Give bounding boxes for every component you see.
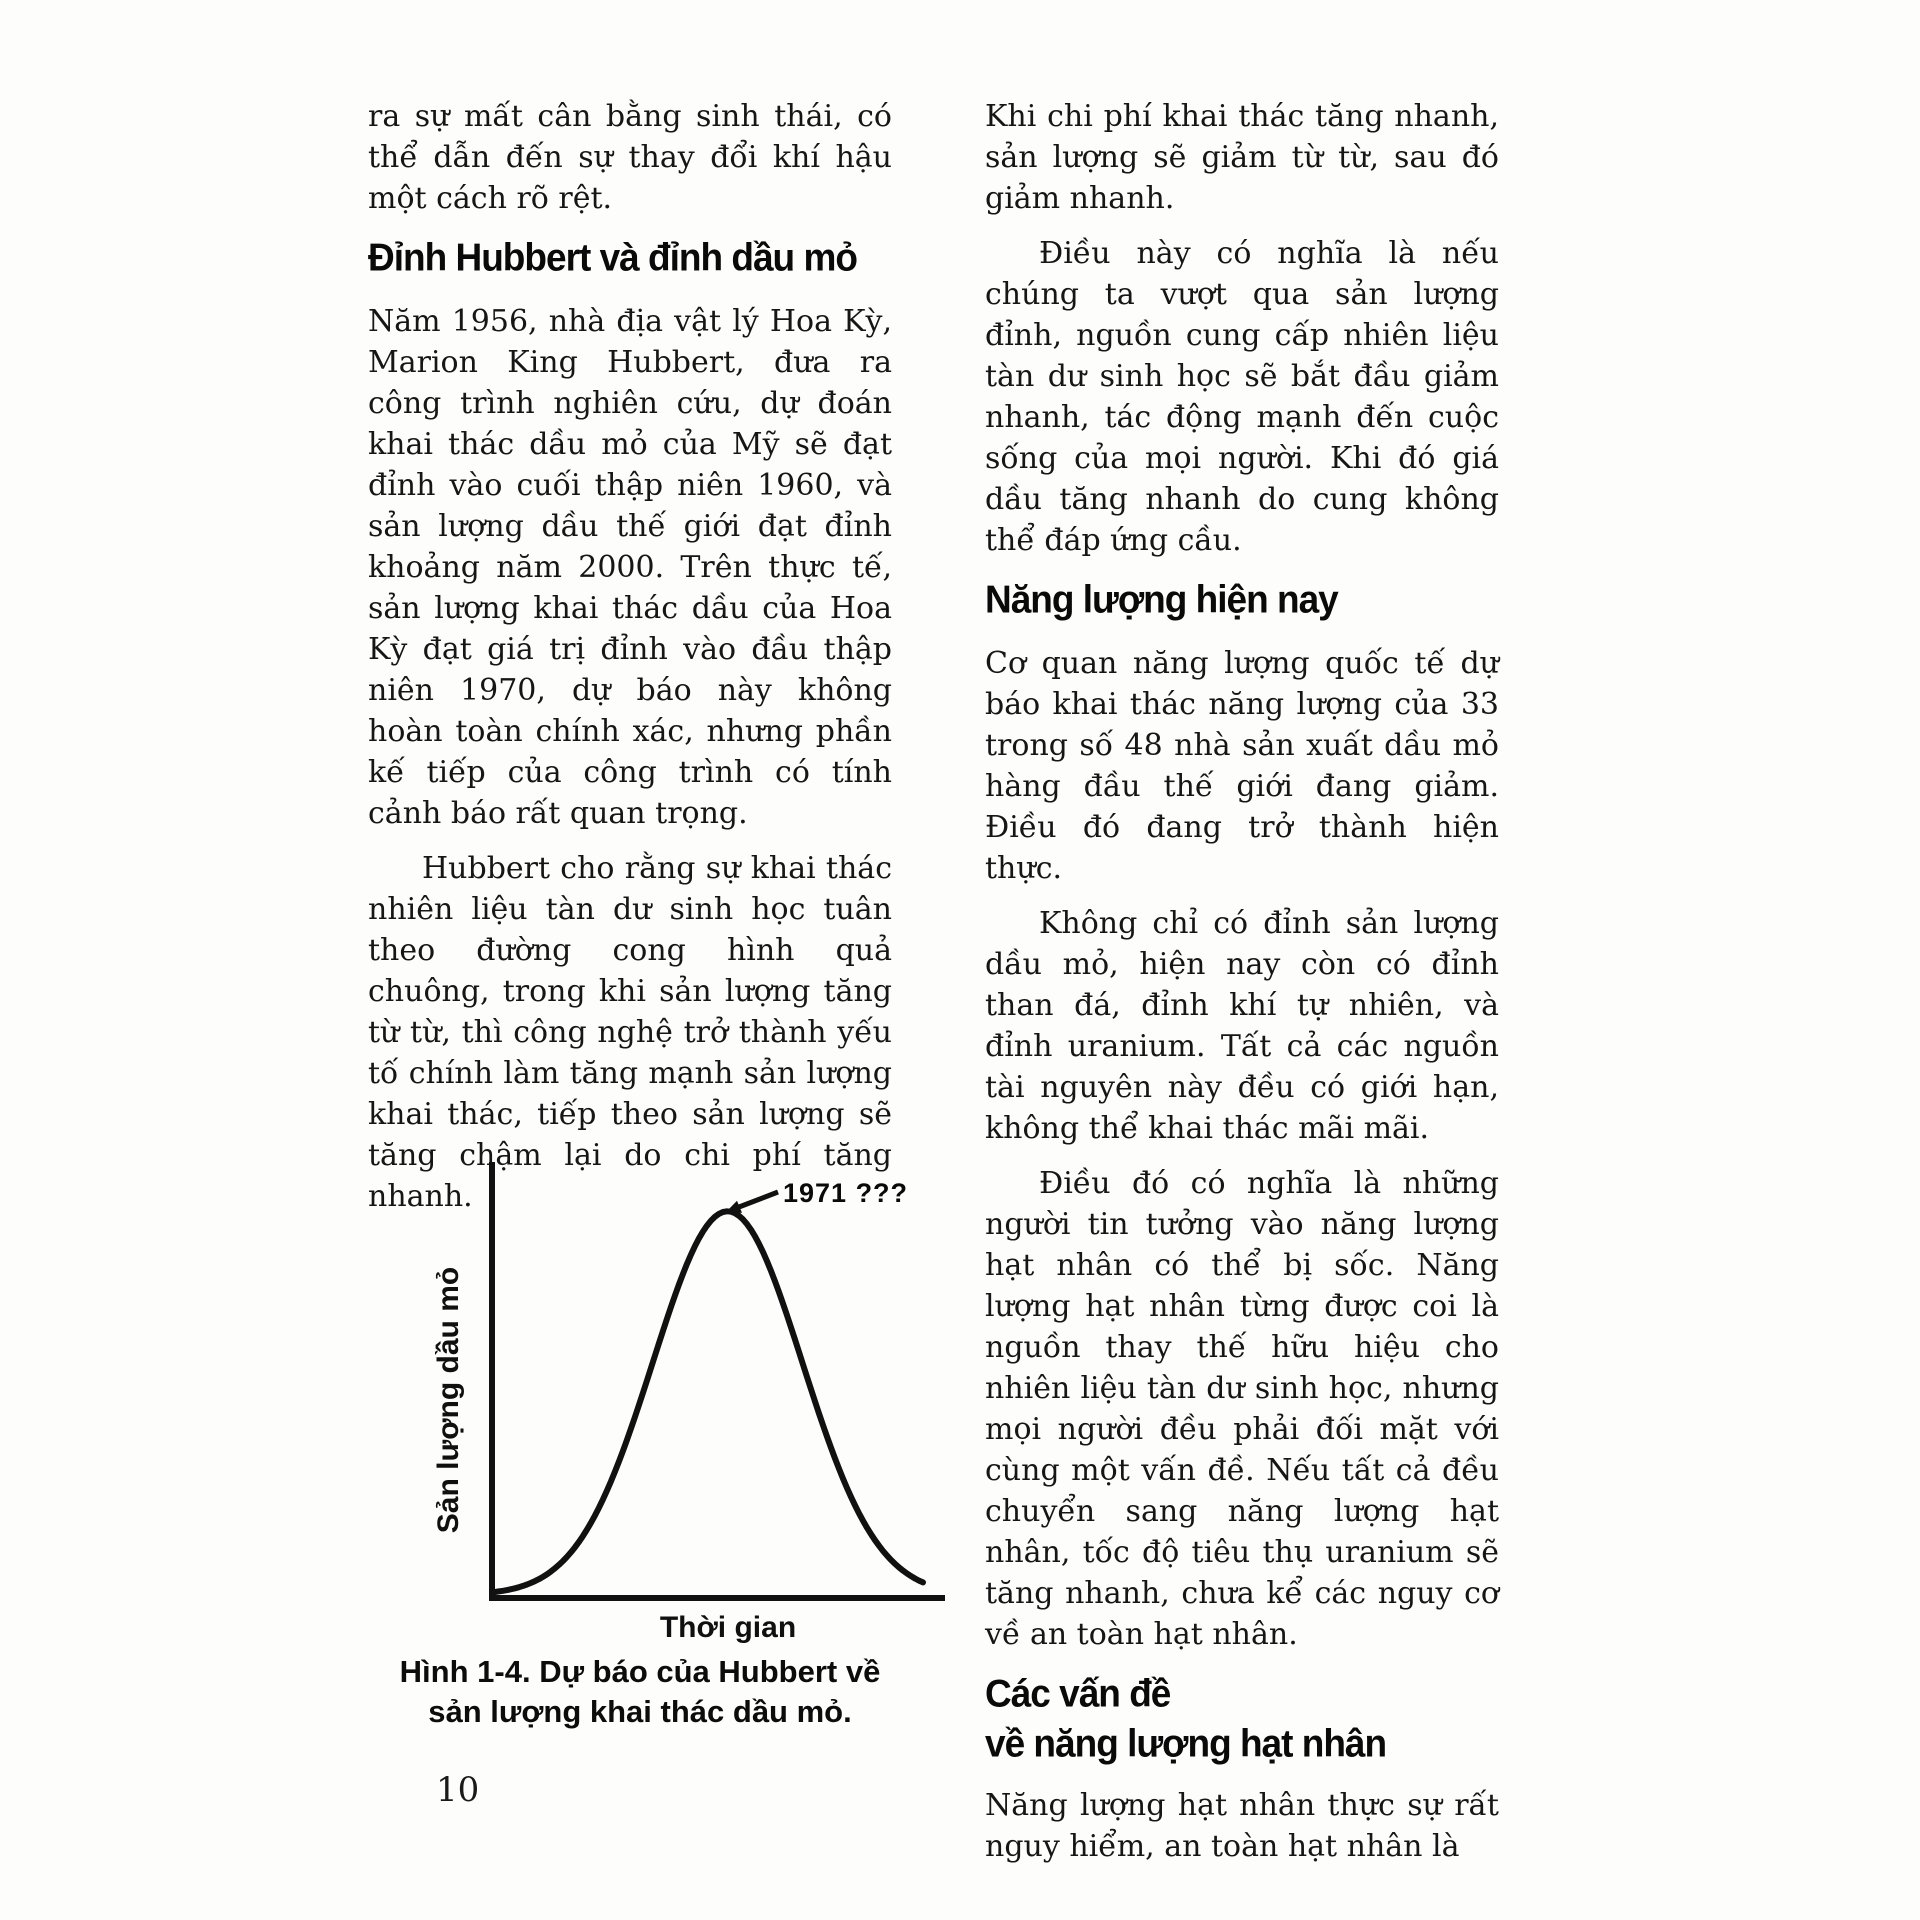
paragraph-ecology-continuation: ra sự mất cân bằng sinh thái, có thể dẫn đến sự thay đổi khí hậu một cách rõ rệt.: [368, 99, 892, 216]
heading-line-1: Các vấn đề: [985, 1672, 1171, 1715]
left-column: [368, 96, 892, 1231]
section-heading-hubbert-peak: Đỉnh Hubbert và đỉnh dầu mỏ: [368, 236, 857, 279]
paragraph-other-peaks: Không chỉ có đỉnh sản lượng dầu mỏ, hiện nay còn có đỉnh than đá, đỉnh khí tự nhiên, và đỉnh uranium. Tất cả các nguồn tài nguyên này đều có giới hạn, không thể khai thác mãi mãi.: [985, 906, 1499, 1146]
right-column: [985, 96, 1499, 1881]
paragraph-hubbert-1956: Năm 1956, nhà địa vật lý Hoa Kỳ, Marion King Hubbert, đưa ra công trình nghiên cứu, dự đoán khai thác dầu mỏ của Mỹ sẽ đạt đỉnh vào cuối thập niên 1960, và sản lượng dầu thế giới đạt đỉnh khoảng năm 2000. Trên thực tế, sản lượng khai thác dầu của Hoa Kỳ đạt giá trị đỉnh vào đầu thập niên 1970, dự báo này không hoàn toàn chính xác, nhưng phần kế tiếp của công trình có tính cảnh báo rất quan trọng.: [368, 304, 892, 831]
paragraph-bell-curve-theory: Hubbert cho rằng sự khai thác nhiên liệu tàn dư sinh học tuân theo đường cong hình quả chuông, trong khi sản lượng tăng từ từ, thì công nghệ trở thành yếu tố chính làm tăng mạnh sản lượng khai thác, tiếp theo sản lượng sẽ tăng chậm lại do chi phí tăng nhanh.: [368, 851, 892, 1214]
section-heading-energy-today: Năng lượng hiện nay: [985, 578, 1338, 621]
section-heading-nuclear-issues: [985, 1669, 1499, 1769]
annotation-arrow-line: [739, 1192, 778, 1207]
figure-caption-line1: [350, 1652, 930, 1692]
figure-caption: [350, 1652, 930, 1732]
paragraph-past-peak: Điều này có nghĩa là nếu chúng ta vượt qua sản lượng đỉnh, nguồn cung cấp nhiên liệu tàn dư sinh học sẽ bắt đầu giảm nhanh, tác động mạnh đến cuộc sống của mọi người. Khi đó giá dầu tăng nhanh do cung không thể đáp ứng cầu.: [985, 236, 1499, 558]
bell-curve: [495, 1211, 923, 1592]
figure-caption-line2: sản lượng khai thác dầu mỏ.: [428, 1694, 852, 1729]
figure-caption-text: Dự báo của Hubbert về: [530, 1654, 881, 1689]
paragraph-iea-forecast: Cơ quan năng lượng quốc tế dự báo khai thác năng lượng của 33 trong số 48 nhà sản xuất dầu mỏ hàng đầu thế giới đang giảm. Điều đó đang trở thành hiện thực.: [985, 646, 1499, 886]
figure-caption-label: Hình 1-4.: [399, 1654, 531, 1689]
peak-year-annotation: 1971 ???: [783, 1178, 909, 1208]
paragraph-cost-rise: Khi chi phí khai thác tăng nhanh, sản lượng sẽ giảm từ từ, sau đó giảm nhanh.: [985, 99, 1499, 216]
hubbert-chart-svg: [420, 1148, 960, 1648]
x-axis-label: Thời gian: [659, 1611, 797, 1644]
y-axis-label: Sản lượng dầu mỏ: [432, 1266, 465, 1534]
figure-hubbert-chart: [420, 1148, 960, 1648]
paragraph-nuclear-shock: Điều đó có nghĩa là những người tin tưởng vào năng lượng hạt nhân có thể bị sốc. Năng lượng hạt nhân từng được coi là nguồn thay thế hữu hiệu cho nhiên liệu tàn dư sinh học, nhưng mọi người đều phải đối mặt với cùng một vấn đề. Nếu tất cả đều chuyển sang năng lượng hạt nhân, tốc độ tiêu thụ uranium sẽ tăng nhanh, chưa kể các nguy cơ về an toàn hạt nhân.: [985, 1166, 1499, 1652]
page-number: 10: [436, 1770, 480, 1810]
paragraph-nuclear-danger: Năng lượng hạt nhân thực sự rất nguy hiểm, an toàn hạt nhân là: [985, 1788, 1499, 1864]
heading-line-2: về năng lượng hạt nhân: [985, 1722, 1387, 1765]
